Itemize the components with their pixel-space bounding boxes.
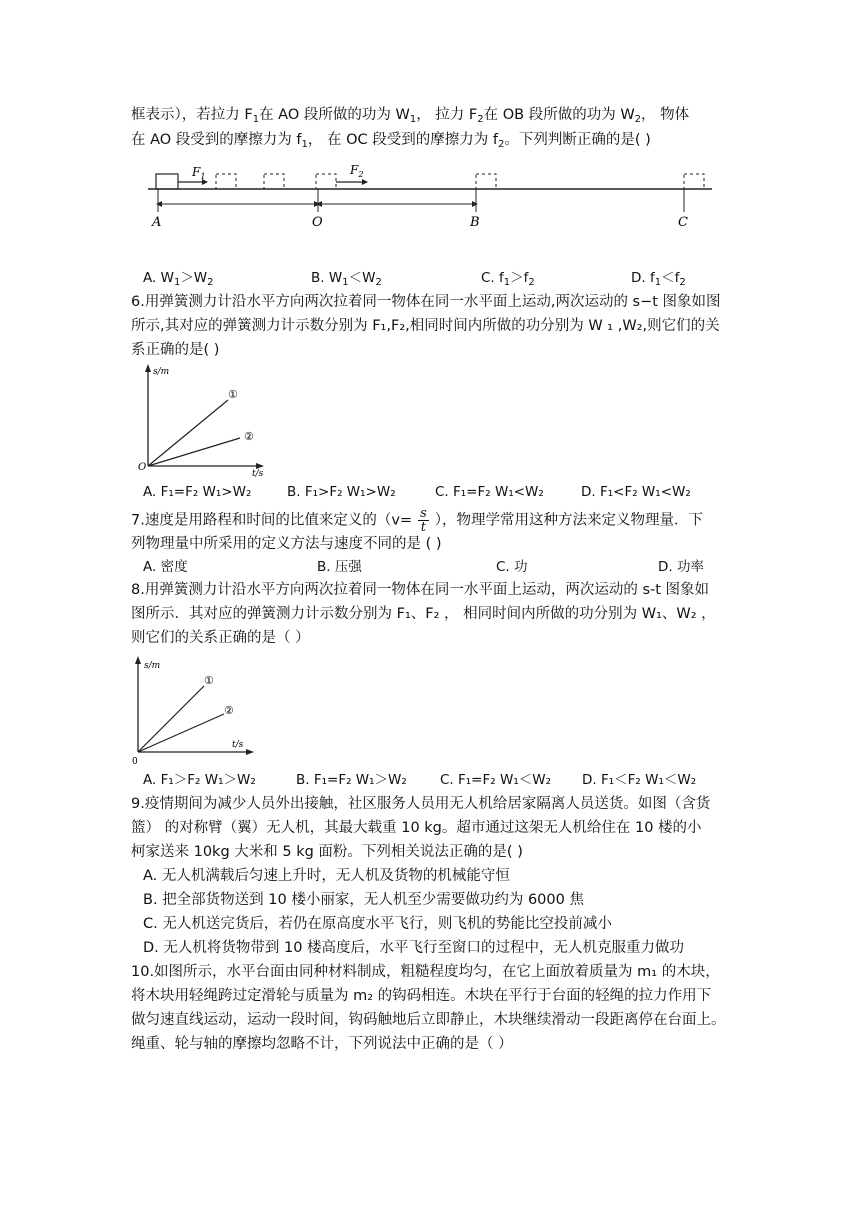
- q5-option-a[interactable]: A. $W_1>W_2$: [143, 270, 214, 288]
- q7-option-a[interactable]: A. 密度: [143, 559, 188, 575]
- q5-option-b[interactable]: B. $W_1<W_2$: [311, 270, 382, 288]
- q9-line-1: 9.疫情期间为减少人员外出接触，社区服务人员用无人机给居家隔离人员送货。如图（含货: [131, 796, 711, 812]
- q9-line-2: 篮） 的对称臂（翼）无人机，其最大载重 10 kg。超市通过这架无人机给住在 10 楼的小: [131, 820, 702, 836]
- q8-line-3: 则它们的关系正确的是（ ）: [131, 630, 310, 646]
- q6-option-d[interactable]: D. F₁<F₂ W₁<W₂: [581, 484, 691, 500]
- q8-option-b[interactable]: B. F₁=F₂ W₁＞W₂: [296, 772, 407, 788]
- point-b: B: [470, 215, 480, 230]
- velocity-fraction: $\frac{s}{t}$: [420, 506, 427, 535]
- f1-label: $F_1$: [192, 165, 206, 181]
- q6-origin: O: [138, 462, 147, 473]
- q6-line-3: 系正确的是( ): [131, 342, 220, 358]
- q8-option-c[interactable]: C. F₁=F₂ W₁＜W₂: [440, 772, 551, 788]
- q5-line-2: 在 AO 段受到的摩擦力为 $f_1$， 在 OC 段受到的摩擦力为 $f_2$。下列判断正确的是( ): [131, 132, 651, 150]
- q8-origin: 0: [132, 757, 138, 767]
- q6-x-label: t/s: [252, 469, 264, 477]
- q8-option-d[interactable]: D. F₁＜F₂ W₁＜W₂: [582, 772, 697, 788]
- q5-line-1: 框表示），若拉力 $F_1$在 AO 段所做的功为 $W_1$， 拉力 $F_2$在 OB 段所做的功为 $W_2$， 物体: [131, 107, 690, 125]
- q8-line-1-label: ①: [204, 674, 214, 687]
- q9-option-b[interactable]: B. 把全部货物送到 10 楼小丽家，无人机至少需要做功约为 6000 焦: [143, 892, 584, 908]
- q8-option-a[interactable]: A. F₁＞F₂ W₁＞W₂: [143, 772, 256, 788]
- q6-st-graph: [136, 362, 266, 477]
- point-a: A: [152, 215, 162, 230]
- q9-line-3: 柯家送来 10kg 大米和 5 kg 面粉。下列相关说法正确的是( ): [131, 844, 523, 860]
- q5-track-figure: [140, 160, 720, 240]
- q6-line-1: 6.用弹簧测力计沿水平方向两次拉着同一物体在同一水平面上运动,两次运动的 s−t 图象如图: [131, 294, 721, 310]
- q6-y-label: s/m: [153, 367, 170, 377]
- q7-line-1: 7.速度是用路程和时间的比值来定义的（v= $\frac{s}{t}$ ），物理学常用这种方法来定义物理量．下: [131, 506, 703, 535]
- point-c: C: [678, 215, 688, 230]
- q10-line-3: 做匀速直线运动，运动一段时间，钩码触地后立即静止，木块继续滑动一段距离停在台面上。: [131, 1012, 726, 1028]
- q9-option-d[interactable]: D. 无人机将货物带到 10 楼高度后，水平飞行至窗口的过程中，无人机克服重力做功: [143, 940, 685, 956]
- q8-y-label: s/m: [144, 661, 161, 671]
- point-o: O: [312, 215, 323, 230]
- q8-line-1: 8.用弹簧测力计沿水平方向两次拉着同一物体在同一水平面上运动，两次运动的 s-t 图象如: [131, 582, 710, 598]
- q8-st-graph: [128, 652, 258, 767]
- q8-line-2-label: ②: [224, 704, 234, 717]
- q5-option-d[interactable]: D. $f_1<f_2$: [631, 270, 686, 288]
- q6-option-b[interactable]: B. F₁>F₂ W₁>W₂: [287, 484, 396, 500]
- q7-option-c[interactable]: C. 功: [496, 559, 528, 575]
- q8-line-2: 图所示．其对应的弹簧测力计示数分别为 F₁、F₂ ， 相同时间内所做的功分别为 W₁、W₂ ，: [131, 606, 716, 622]
- q5-option-c[interactable]: C. $f_1>f_2$: [481, 270, 535, 288]
- f2-label: $F_2$: [350, 163, 364, 179]
- q10-line-1: 10.如图所示，水平台面由同种材料制成，粗糙程度均匀，在它上面放着质量为 m₁ 的木块，: [131, 964, 720, 980]
- q8-x-label: t/s: [232, 740, 244, 750]
- q6-option-c[interactable]: C. F₁=F₂ W₁<W₂: [435, 484, 544, 500]
- q9-option-c[interactable]: C. 无人机送完货后，若仍在原高度水平飞行，则飞机的势能比空投前减小: [143, 916, 612, 932]
- q10-line-4: 绳重、轮与轴的摩擦均忽略不计，下列说法中正确的是（ ）: [131, 1036, 513, 1052]
- q7-option-b[interactable]: B. 压强: [317, 559, 362, 575]
- q6-line-2-label: ②: [244, 430, 254, 443]
- q10-line-2: 将木块用轻绳跨过定滑轮与质量为 m₂ 的钩码相连。木块在平行于台面的轻绳的拉力作用下: [131, 988, 712, 1004]
- q9-option-a[interactable]: A. 无人机满载后匀速上升时，无人机及货物的机械能守恒: [143, 868, 510, 884]
- q6-line-1-label: ①: [228, 388, 238, 401]
- q6-option-a[interactable]: A. F₁=F₂ W₁>W₂: [143, 484, 252, 500]
- q7-option-d[interactable]: D. 功率: [658, 559, 704, 575]
- q7-line-2: 列物理量中所采用的定义方法与速度不同的是 ( ): [131, 536, 442, 552]
- q6-line-2: 所示,其对应的弹簧测力计示数分别为 F₁,F₂,相同时间内所做的功分别为 W ₁ ,W₂,则它们的关: [131, 318, 720, 334]
